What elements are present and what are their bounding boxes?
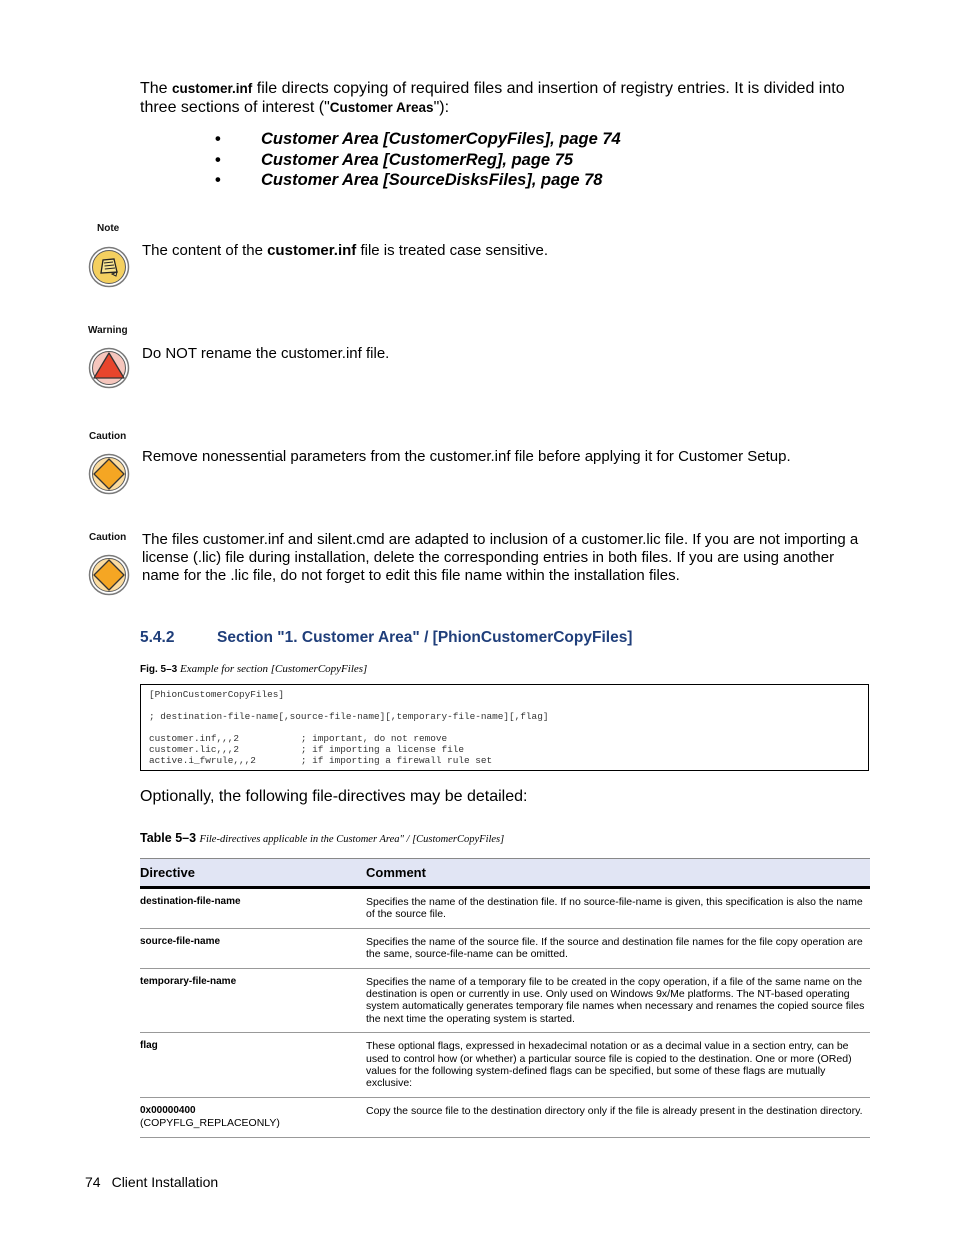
directive-constant: (COPYFLG_REPLACEONLY) <box>140 1117 280 1130</box>
directive-cell <box>140 888 366 929</box>
figure-label: Fig. 5–3 <box>140 664 178 675</box>
directive-name: flag <box>140 1040 158 1052</box>
comment-cell: These optional flags, expressed in hexadecimal notation or as a decimal value in a section entry, can be used to control how (or whether) a particular source file is copied to the destination. One or more (ORed) values for the following system-defined flags can be specified, but some of these flags are mutually exclusive: <box>366 1033 870 1098</box>
column-header-directive: Directive <box>140 859 366 888</box>
bullet-icon: • <box>215 150 221 169</box>
table-header-row <box>140 859 870 888</box>
directives-table <box>140 858 870 1138</box>
section-heading <box>140 629 632 647</box>
directive-name: 0x00000400 <box>140 1104 196 1116</box>
intro-text: The <box>140 80 173 97</box>
caution-icon <box>88 554 130 601</box>
note-text-part: file is treated case sensitive. <box>356 242 549 259</box>
warning-icon <box>88 347 130 394</box>
cross-reference-list <box>215 129 621 191</box>
caution-text: The files customer.inf and silent.cmd are adapted to inclusion of a customer.lic file. If you are not importing a license (.lic) file during installation, delete the corresponding entries in both files. If you are using another name for the .lic file, do not forget to edit this file name within the installation files. <box>142 531 859 584</box>
note-icon <box>88 246 130 293</box>
figure-caption <box>140 663 367 675</box>
chapter-title: Client Installation <box>111 1174 219 1190</box>
table-label: Table 5–3 <box>140 831 197 845</box>
comment-cell: Specifies the name of a temporary file to be created in the copy operation, if a file of the same name on the destination is open or currently in use. Only used on Windows 9x/Me platforms. The NT-based operating system automatically generates temporary file names when necessary and renames the copied source files the next time the operating system is started. <box>366 968 870 1033</box>
cross-reference-link[interactable]: Customer Area [SourceDisksFiles], page 78 <box>261 171 603 189</box>
table-row <box>140 888 870 929</box>
body-paragraph: Optionally, the following file-directives may be detailed: <box>140 788 528 805</box>
caution-label: Caution <box>89 431 127 442</box>
caution-text: Remove nonessential parameters from the customer.inf file before applying it for Customer Setup. <box>142 448 791 465</box>
table-row <box>140 1033 870 1098</box>
column-header-comment: Comment <box>366 859 870 888</box>
intro-keyword-areas: Customer Areas <box>329 100 434 115</box>
intro-keyword-file: customer.inf <box>172 81 253 96</box>
directive-name: temporary-file-name <box>140 975 237 987</box>
table-row <box>140 1097 870 1137</box>
warning-text: Do NOT rename the customer.inf file. <box>142 345 390 362</box>
note-text <box>142 242 872 260</box>
directive-name: source-file-name <box>140 935 221 947</box>
caution-icon <box>88 453 130 500</box>
cross-reference-link[interactable]: Customer Area [CustomerCopyFiles], page 74 <box>261 130 621 148</box>
note-text-part: The content of the <box>142 242 268 259</box>
warning-label: Warning <box>88 325 128 336</box>
note-keyword: customer.inf <box>267 242 357 259</box>
directive-cell <box>140 928 366 968</box>
table-row <box>140 968 870 1033</box>
comment-cell: Specifies the name of the destination file. If no source-file-name is given, this specification is also the name of the source file. <box>366 888 870 929</box>
directive-cell <box>140 1033 366 1098</box>
intro-text: file directs copying of required files and insertion of registry entries. It is divided into three sections of interest (" <box>140 80 845 116</box>
directive-cell <box>140 968 366 1033</box>
directive-cell <box>140 1097 366 1137</box>
table-caption-text: File-directives applicable in the Customer Area" / [CustomerCopyFiles] <box>199 834 505 845</box>
comment-cell: Copy the source file to the destination directory only if the file is already present in the destination directory. <box>366 1097 870 1137</box>
intro-text: "): <box>433 99 450 116</box>
bullet-icon: • <box>215 130 221 148</box>
note-label: Note <box>97 223 120 234</box>
intro-paragraph <box>140 79 875 117</box>
section-title: Section "1. Customer Area" / [PhionCustomerCopyFiles] <box>217 629 633 646</box>
table-caption <box>140 831 504 845</box>
directive-name: destination-file-name <box>140 896 241 907</box>
bullet-icon: • <box>215 171 221 189</box>
cross-reference-link[interactable]: Customer Area [CustomerReg], page 75 <box>261 150 574 169</box>
caution-label: Caution <box>89 532 127 543</box>
comment-cell: Specifies the name of the source file. If the source and destination file names for the file copy operation are the same, source-file-name can be omitted. <box>366 928 870 968</box>
list-item <box>215 129 621 150</box>
code-block: [PhionCustomerCopyFiles] ; destination-file-name[,source-file-name][,temporary-file-name][,flag] customer.inf,,,2 ; important, do not remove customer.lic,,,2 ; if importing a license file active.i_fwrule,,,2 ; if importing a firewall rule set <box>140 684 869 771</box>
section-number: 5.4.2 <box>140 629 175 646</box>
page-number: 74 <box>85 1174 101 1190</box>
page-footer <box>85 1174 218 1190</box>
list-item <box>215 150 621 171</box>
table-row <box>140 928 870 968</box>
list-item <box>215 170 621 191</box>
figure-caption-text: Example for section [CustomerCopyFiles] <box>180 663 368 675</box>
